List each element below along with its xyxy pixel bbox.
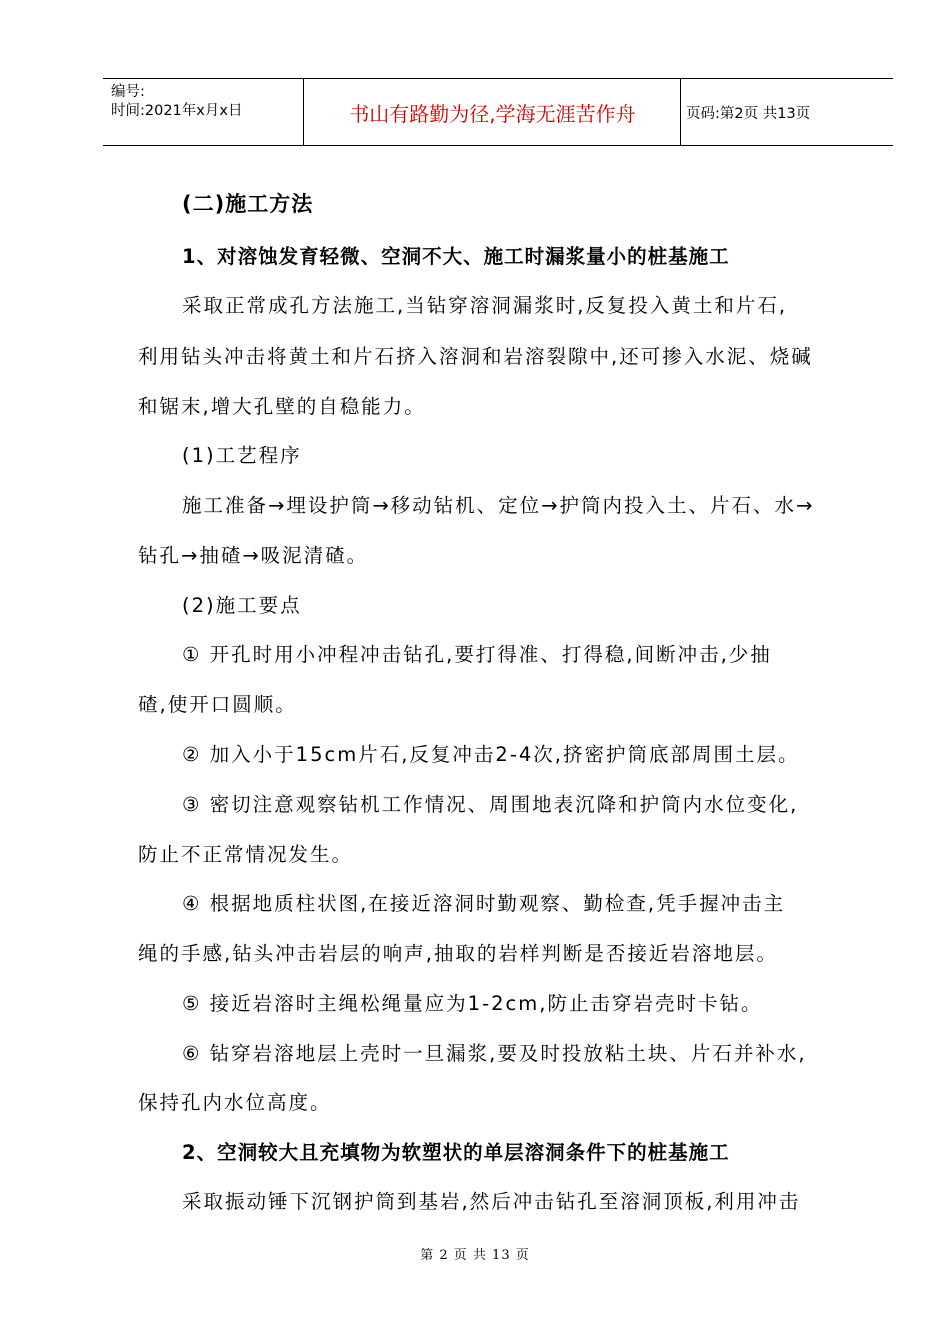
subsection-title-1: 1、对溶蚀发育轻微、空洞不大、施工时漏浆量小的桩基施工 xyxy=(182,245,730,268)
list-item: ① 开孔时用小冲程冲击钻孔,要打得准、打得稳,间断冲击,少抽 xyxy=(182,643,772,666)
list-item: ⑥ 钻穿岩溶地层上壳时一旦漏浆,要及时投放粘土块、片石并补水, xyxy=(182,1042,807,1065)
list-item-continuation: 绳的手感,钻头冲击岩层的响声,抽取的岩样判断是否接近岩溶地层。 xyxy=(138,942,778,965)
subsection-title-2: 2、空洞较大且充填物为软塑状的单层溶洞条件下的桩基施工 xyxy=(182,1141,730,1164)
paragraph-line: 采取振动锤下沉钢护筒到基岩,然后冲击钻孔至溶洞顶板,利用冲击 xyxy=(182,1190,801,1213)
document-header xyxy=(103,78,893,146)
list-item: ⑤ 接近岩溶时主绳松绳量应为1-2cm,防止击穿岩壳时卡钻。 xyxy=(182,992,763,1015)
paragraph-line: 钻孔→抽碴→吸泥清碴。 xyxy=(138,544,369,567)
header-info xyxy=(111,83,301,121)
list-item-continuation: 保持孔内水位高度。 xyxy=(138,1091,332,1114)
date-label: 时间:2021年x月x日 xyxy=(111,103,243,119)
page-footer: 第 2 页 共 13 页 xyxy=(420,1248,530,1263)
paragraph-line: 施工准备→埋设护筒→移动钻机、定位→护筒内投入土、片石、水→ xyxy=(182,494,815,517)
paragraph-line: 采取正常成孔方法施工,当钻穿溶洞漏浆时,反复投入黄土和片石, xyxy=(182,294,788,317)
header-motto: 书山有路勤为径,学海无涯苦作舟 xyxy=(349,101,636,126)
doc-number-label: 编号: xyxy=(111,84,145,100)
process-title: (1)工艺程序 xyxy=(182,444,302,467)
paragraph-line: 利用钻头冲击将黄土和片石挤入溶洞和岩溶裂隙中,还可掺入水泥、烧碱 xyxy=(138,345,813,368)
points-title: (2)施工要点 xyxy=(182,594,302,617)
list-item: ④ 根据地质柱状图,在接近溶洞时勤观察、勤检查,凭手握冲击主 xyxy=(182,892,786,915)
paragraph-line: 和锯末,增大孔壁的自稳能力。 xyxy=(138,395,426,418)
list-item: ③ 密切注意观察钻机工作情况、周围地表沉降和护筒内水位变化, xyxy=(182,793,799,816)
section-title: (二)施工方法 xyxy=(182,192,314,216)
list-item-continuation: 碴,使开口圆顺。 xyxy=(138,693,297,716)
header-divider xyxy=(303,79,304,145)
list-item-continuation: 防止不正常情况发生。 xyxy=(138,843,354,866)
header-page-label: 页码:第2页 共13页 xyxy=(686,105,811,122)
header-divider xyxy=(680,79,681,145)
list-item: ② 加入小于15cm片石,反复冲击2-4次,挤密护筒底部周围土层。 xyxy=(182,743,800,766)
